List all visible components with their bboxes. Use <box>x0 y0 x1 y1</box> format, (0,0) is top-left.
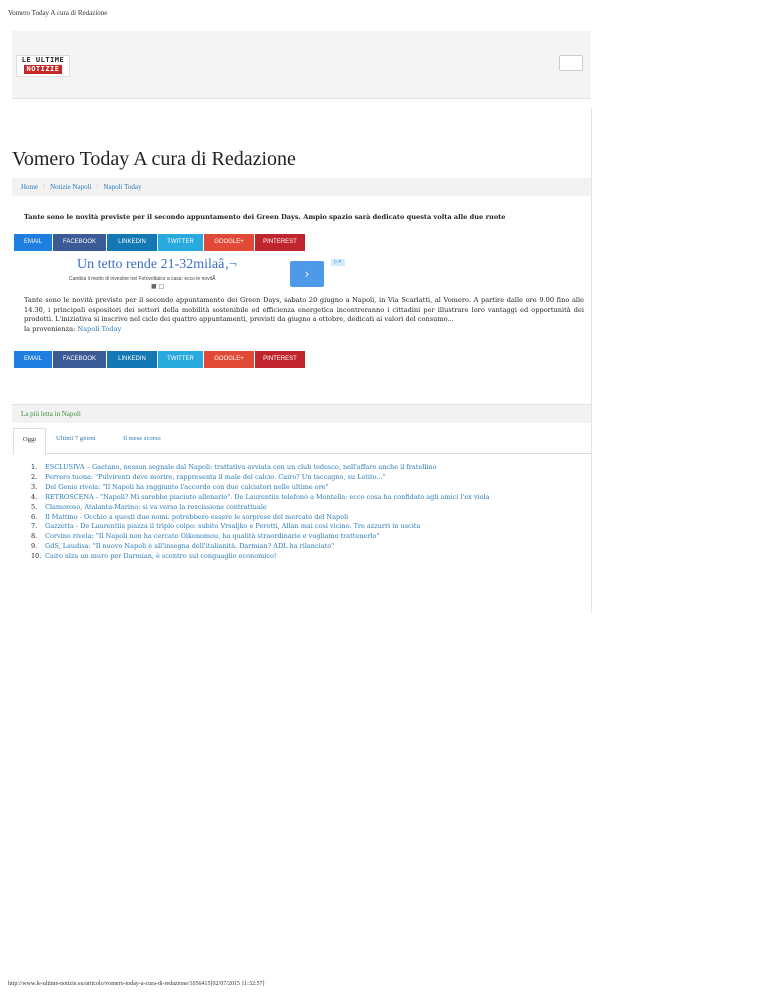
article-text: Tante sono le novità previste per il secondo appuntamento dei Green Days, sabato 20 giugno a Napoli, in Via Scarlatti, al Vomero. A partire dalle ore 9.00 fino alle 14.30, i principali espositori dei settori della mobilità sostenibile ed efficienza energetica incontreranno i cittadini per illustrare loro vantaggi ed opportunità dei prodotti. L'iniziativa si inscrive nel ciclo dei quattro appuntamenti, previsti da giugno a ottobre, dedicati ai valori del consumo... <box>24 296 584 323</box>
ad-pagination-dots[interactable]: ■ □ <box>151 283 165 290</box>
share-email-button[interactable]: EMAIL <box>14 351 52 368</box>
list-item: 6. Il Mattino - Occhio a questi due nomi: potrebbero essere le sorprese del mercato del Napoli <box>31 512 349 521</box>
popular-article-link[interactable]: Il Mattino - Occhio a questi due nomi: potrebbero essere le sorprese del mercato del Napoli <box>45 512 349 521</box>
ad-choices-icon[interactable]: ▷✕ <box>331 259 345 266</box>
list-item: 7. Gazzetta - De Laurentiis piazza il triplo colpo: subito Vrsaljko e Perotti, Allan mai così vicino. Tre azzurri in uscita <box>31 522 421 531</box>
breadcrumb-home[interactable]: Home <box>21 183 39 191</box>
share-bar-bottom <box>14 351 305 368</box>
logo-line-1: LE ULTIME <box>21 56 65 64</box>
breadcrumb-separator: / <box>43 183 46 191</box>
article-body <box>24 296 584 334</box>
site-logo[interactable] <box>16 55 70 77</box>
source-label: la provenienza: <box>24 324 76 333</box>
breadcrumb-notizie-napoli[interactable]: Notizie Napoli <box>50 183 92 191</box>
site-header <box>12 31 591 99</box>
share-twitter-button[interactable]: TWITTER <box>158 234 203 251</box>
menu-toggle-button[interactable] <box>559 55 583 71</box>
popular-article-link[interactable]: Ferrero tuona: "Pulvirenti deve morire, rappresenta il male del calcio. Cairo? Un taccagno, su Lotito..." <box>45 472 386 481</box>
tab-oggi[interactable]: Oggi <box>13 428 46 455</box>
list-item: 3. Del Genio rivela: "Il Napoli ha raggiunto l'accordo con due calciatori nelle ultime ore" <box>31 482 329 491</box>
popular-article-link[interactable]: ESCLUSIVA – Gaetano, nessun segnale dal Napoli: trattativa avviata con un club tedesco, nell'affare anche il fratellino <box>45 463 437 471</box>
list-item: 4. RETROSCENA - "Napoli? Mi sarebbe piaciuto allenarlo". De Laurentiis telefonò a Montella: ecco cosa ha confidato agli amici l'ex viola <box>31 492 490 501</box>
list-item: 8. Corvino rivela: "Il Napoli non ha cercato Oikonomou, ha qualità straordinarie e vogliamo trattenerlo" <box>31 532 380 541</box>
list-item: 10. Cairo alza un muro per Darmian, è scontro sul conguaglio economico! <box>31 552 277 561</box>
list-item: 1. ESCLUSIVA – Gaetano, nessun segnale dal Napoli: trattativa avviata con un club tedesco, nell'affare anche il fratellino <box>31 463 437 471</box>
popular-article-link[interactable]: GdS, Laudisa: "Il nuovo Napoli è all'insegna dell'italianità. Darmian? ADL ha rilanciato" <box>45 542 335 551</box>
share-twitter-button[interactable]: TWITTER <box>158 351 203 368</box>
share-linkedin-button[interactable]: LINKEDIN <box>107 351 157 368</box>
popular-section-header <box>12 404 591 423</box>
print-footer-url: http://www.le-ultime-notizie.eu/articolo/vomero-today-a-cura-di-redazione/1056415[02/07/2015 11:32:57] <box>8 981 265 987</box>
share-facebook-button[interactable]: FACEBOOK <box>53 351 106 368</box>
share-facebook-button[interactable]: FACEBOOK <box>53 234 106 251</box>
popular-section-title: La più letta in Napoli <box>21 410 81 418</box>
share-pinterest-button[interactable]: PINTEREST <box>255 234 305 251</box>
breadcrumb-napoli-today[interactable]: Napoli Today <box>103 183 142 191</box>
page-title: Vomero Today A cura di Redazione <box>12 148 296 170</box>
list-item: 5. Clamoroso, Atalanta-Marino: si va verso la rescissione contrattuale <box>31 502 267 511</box>
ad-subtitle: Cambia il modo di investire nel Fotovoltaico a casa: ecco le novitÃ <box>69 276 216 282</box>
popular-article-link[interactable]: RETROSCENA - "Napoli? Mi sarebbe piaciuto allenarlo". De Laurentiis telefonò a Montella: ecco cosa ha confidato agli amici l'ex viola <box>45 492 490 501</box>
logo-line-2: NOTIZIE <box>26 65 60 73</box>
ad-headline[interactable]: Un tetto rende 21-32milaâ‚¬ <box>77 257 237 272</box>
source-link[interactable]: Napoli Today <box>77 324 122 333</box>
share-bar-top <box>14 234 305 251</box>
list-item: 2. Ferrero tuona: "Pulvirenti deve morire, rappresenta il male del calcio. Cairo? Un taccagno, su Lotito..." <box>31 472 386 481</box>
tab-ultimi-7-giorni[interactable]: Ultimi 7 giorni <box>56 435 96 442</box>
share-googleplus-button[interactable]: GOOGLE+ <box>204 351 254 368</box>
share-linkedin-button[interactable]: LINKEDIN <box>107 234 157 251</box>
share-email-button[interactable]: EMAIL <box>14 234 52 251</box>
popular-article-link[interactable]: Del Genio rivela: "Il Napoli ha raggiunto l'accordo con due calciatori nelle ultime ore" <box>45 482 329 491</box>
popular-article-link[interactable]: Gazzetta - De Laurentiis piazza il triplo colpo: subito Vrsaljko e Perotti, Allan mai così vicino. Tre azzurri in uscita <box>45 522 421 531</box>
print-header: Vomero Today A cura di Redazione <box>8 9 108 17</box>
content-divider <box>591 108 592 613</box>
tab-il-mese-scorso[interactable]: Il mese scorso <box>123 435 161 442</box>
advertisement[interactable] <box>55 257 355 291</box>
share-pinterest-button[interactable]: PINTEREST <box>255 351 305 368</box>
ad-next-arrow-icon[interactable]: › <box>290 261 324 287</box>
article-lead: Tante sono le novità previste per il secondo appuntamento dei Green Days. Ampio spazio sarà dedicato questa volta alle due ruote <box>24 213 506 221</box>
breadcrumb <box>12 178 591 196</box>
share-googleplus-button[interactable]: GOOGLE+ <box>204 234 254 251</box>
popular-tabs <box>12 428 591 454</box>
list-item: 9. GdS, Laudisa: "Il nuovo Napoli è all'insegna dell'italianità. Darmian? ADL ha rilanciato" <box>31 542 335 551</box>
popular-article-link[interactable]: Clamoroso, Atalanta-Marino: si va verso la rescissione contrattuale <box>45 502 267 511</box>
popular-articles-list <box>31 463 490 562</box>
popular-article-link[interactable]: Cairo alza un muro per Darmian, è scontro sul conguaglio economico! <box>45 552 277 561</box>
breadcrumb-separator: / <box>96 183 99 191</box>
popular-article-link[interactable]: Corvino rivela: "Il Napoli non ha cercato Oikonomou, ha qualità straordinarie e vogliamo trattenerlo" <box>45 532 380 541</box>
